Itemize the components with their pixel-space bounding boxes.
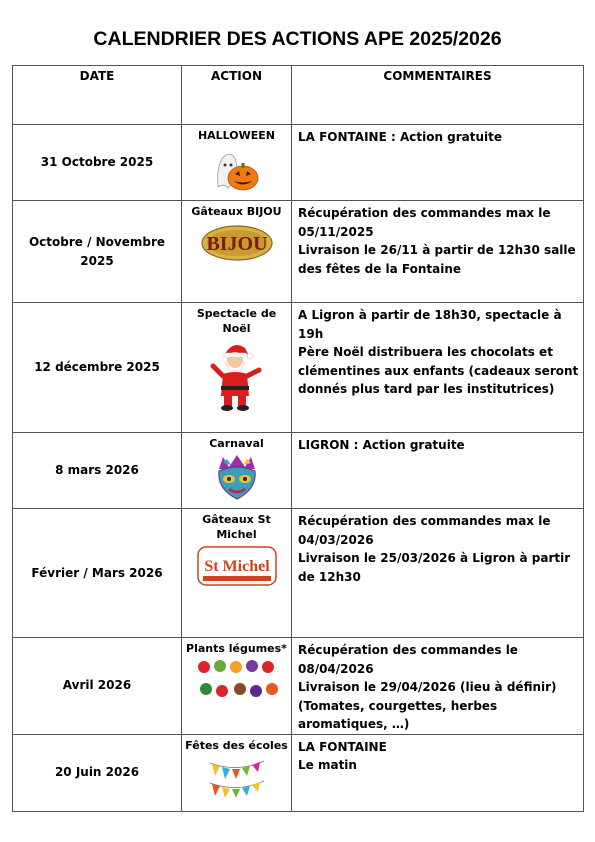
comment-line: LIGRON : Action gratuite <box>298 438 465 452</box>
comment-line: Livraison le 25/03/2026 à Ligron à partir de 12h30 <box>298 551 571 584</box>
header-action: ACTION <box>182 66 292 125</box>
row-action <box>182 433 292 509</box>
action-label: Gâteaux BIJOU <box>191 205 282 218</box>
bijou-logo-icon <box>200 223 274 263</box>
carnival-mask-icon <box>213 455 261 503</box>
table-row <box>13 303 584 433</box>
row-action <box>182 303 292 433</box>
table-row <box>13 201 584 303</box>
vegetables-icon <box>194 657 280 703</box>
table-row <box>13 734 584 811</box>
table-row <box>13 638 584 735</box>
row-comments <box>292 509 584 638</box>
row-comments <box>292 125 584 201</box>
halloween-icon <box>212 147 262 193</box>
action-label: Fêtes des écoles <box>185 738 288 752</box>
row-comments <box>292 638 584 735</box>
row-comments <box>292 433 584 509</box>
header-comments: COMMENTAIRES <box>292 66 584 125</box>
comment-line: A Ligron à partir de 18h30, spectacle à 19h <box>298 308 562 341</box>
st-michel-logo-text: St Michel <box>203 558 270 575</box>
row-comments <box>292 303 584 433</box>
row-action <box>182 201 292 303</box>
comment-line: Récupération des commandes max le 04/03/2026 <box>298 514 551 547</box>
action-label: Gâteaux St Michel <box>202 513 271 541</box>
santa-claus-icon <box>209 340 265 412</box>
row-action <box>182 734 292 811</box>
comment-line: Livraison le 26/11 à partir de 12h30 salle des fêtes de la Fontaine <box>298 243 576 276</box>
comment-line: LA FONTAINE <box>298 739 387 754</box>
row-action <box>182 509 292 638</box>
row-date: Février / Mars 2026 <box>13 509 182 638</box>
row-action <box>182 638 292 735</box>
header-date: DATE <box>13 66 182 125</box>
row-comments <box>292 734 584 811</box>
st-michel-logo-icon <box>197 546 277 586</box>
comment-line: Père Noël distribuera les chocolats et clémentines aux enfants (cadeaux seront donnés plus tard par les institutrices) <box>298 345 579 396</box>
comment-line: Le matin <box>298 758 357 772</box>
row-date: Avril 2026 <box>13 638 182 735</box>
action-label: Carnaval <box>209 437 264 450</box>
bunting-flags-icon <box>208 757 266 799</box>
action-label: HALLOWEEN <box>197 129 276 142</box>
bijou-logo-text: BIJOU <box>205 233 268 255</box>
row-comments <box>292 201 584 303</box>
row-date: 20 Juin 2026 <box>13 734 182 811</box>
row-date: 31 Octobre 2025 <box>13 125 182 201</box>
table-row <box>13 125 584 201</box>
calendar-table <box>12 65 584 812</box>
table-header-row <box>13 66 584 125</box>
comment-line: Récupération des commandes max le 05/11/2025 <box>298 206 551 239</box>
comment-line: (Tomates, courgettes, herbes aromatiques, …) <box>298 698 498 731</box>
row-date: 8 mars 2026 <box>13 433 182 509</box>
comment-line: Récupération des commandes le 08/04/2026 <box>298 643 518 676</box>
row-date: Octobre / Novembre 2025 <box>13 201 182 303</box>
row-action <box>182 125 292 201</box>
action-label: Plants légumes* <box>186 642 287 655</box>
page-title: CALENDRIER DES ACTIONS APE 2025/2026 <box>93 28 502 50</box>
action-label: Spectacle de Noël <box>196 307 277 335</box>
table-row <box>13 509 584 638</box>
comment-line: LA FONTAINE : Action gratuite <box>298 130 503 144</box>
row-date: 12 décembre 2025 <box>13 303 182 433</box>
comment-line: Livraison le 29/04/2026 (lieu à définir) <box>298 680 557 694</box>
table-row <box>13 433 584 509</box>
